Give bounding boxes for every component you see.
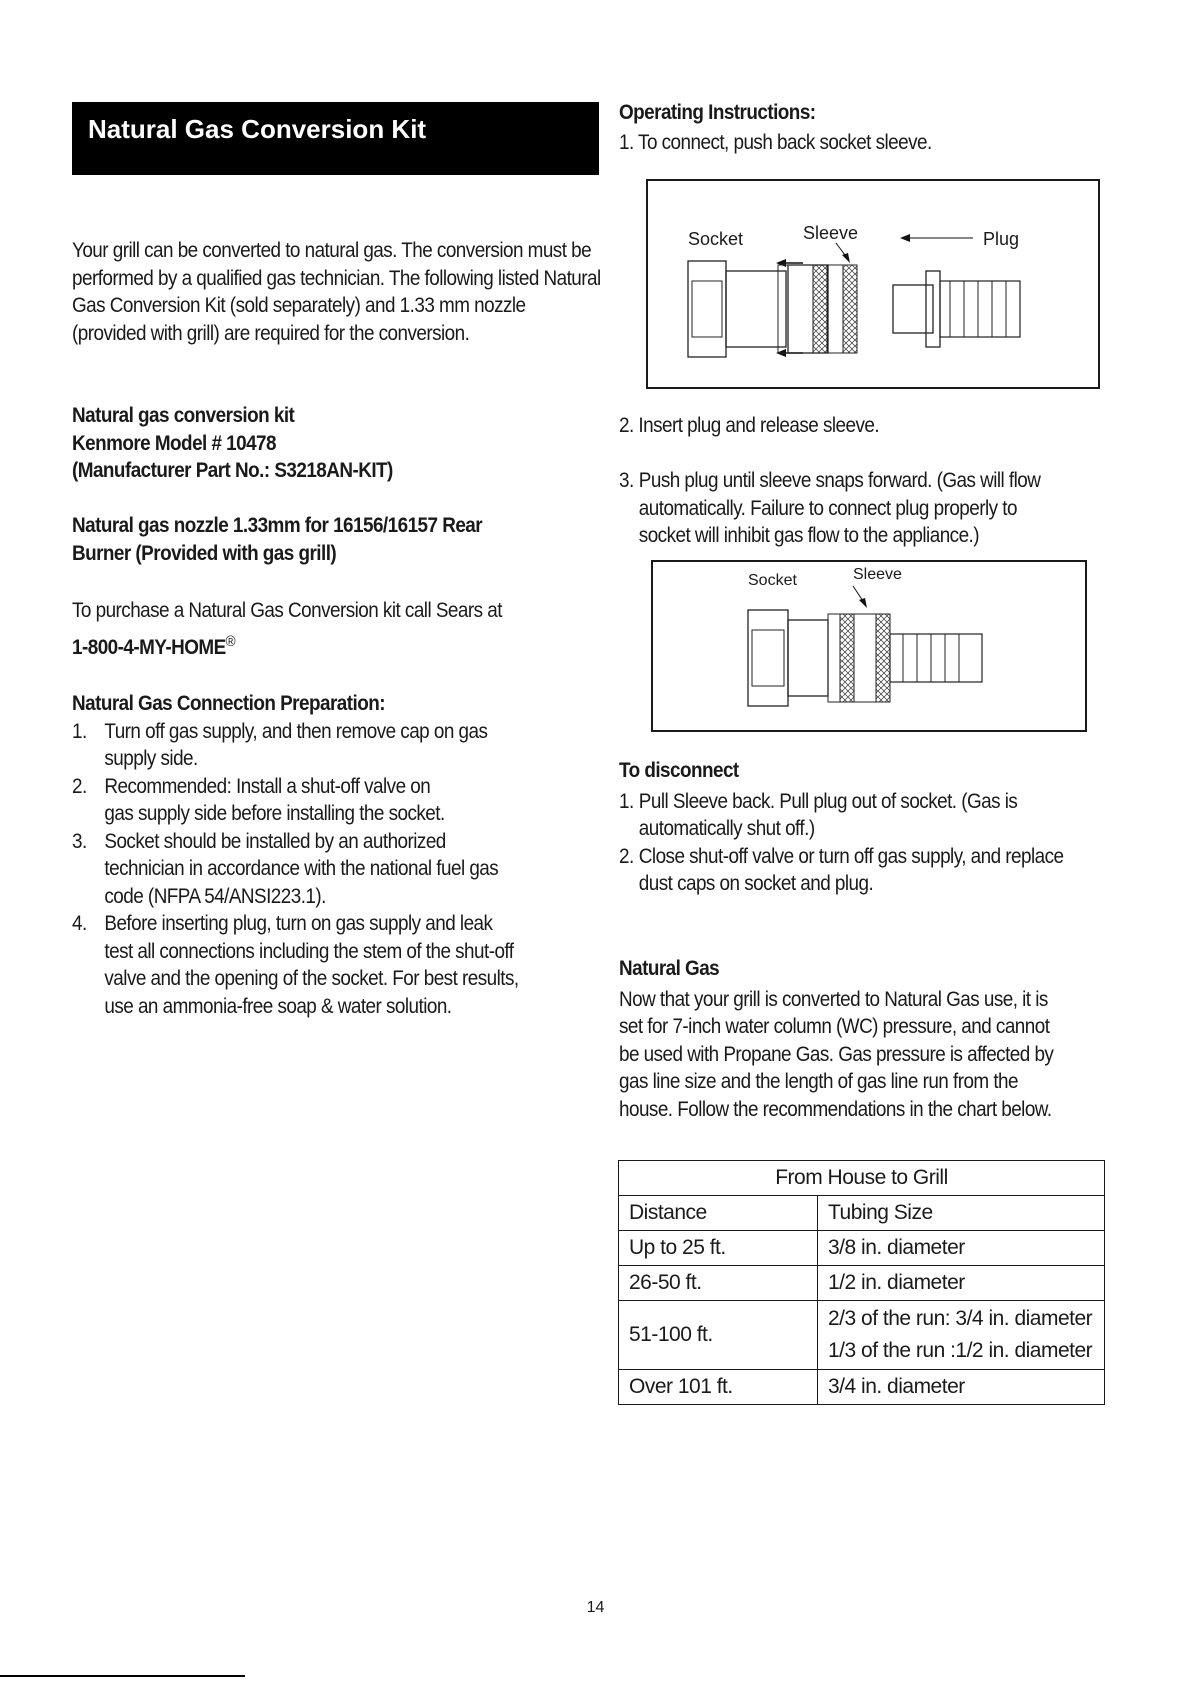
natural-gas-heading: Natural Gas: [619, 957, 720, 980]
connect-diagram: [646, 179, 1100, 389]
purchase-info: [72, 597, 576, 661]
list-item: 3. Socket should be installed by an authorized technician in accordance with the national fuel gas code (NFPA 54/ANSI223.1).: [72, 829, 499, 908]
list-item: 1. Turn off gas supply, and then remove cap on gas supply side.: [72, 719, 488, 770]
disconnect-section: [619, 757, 1087, 898]
list-item: 4. Before inserting plug, turn on gas supply and leak test all connections including the stem of the shut-off valve and the opening of the socket. For best results, use an ammonia-free soap & water solution.: [72, 912, 519, 1018]
table-title: From House to Grill: [619, 1161, 1105, 1196]
page-number: 14: [586, 1599, 605, 1616]
nozzle-line: Burner (Provided with gas grill): [72, 541, 337, 565]
coupler-drawing: [648, 181, 1098, 387]
sleeve-label: Sleeve: [853, 566, 902, 583]
socket-label: Socket: [688, 229, 744, 249]
table-row: 26-50 ft. 1/2 in. diameter: [619, 1266, 1105, 1301]
kit-part-number: (Manufacturer Part No.: S3218AN-KIT): [72, 459, 393, 482]
natural-gas-section: Natural Gas Now that your grill is converted to Natural Gas use, it is set for 7-inch water column (WC) pressure, and cannot be used with Propane Gas. Gas pressure is affected by gas line size and the length of gas line run from the house. Follow the recommendations in the chart below.: [619, 955, 1087, 1123]
nozzle-line: Natural gas nozzle 1.33mm for 16156/16157 Rear: [72, 514, 483, 537]
registered-mark: ®: [225, 632, 236, 650]
kit-line: Natural gas conversion kit: [72, 404, 295, 427]
disconnect-heading: To disconnect: [619, 759, 739, 782]
banner-title: Natural Gas Conversion Kit: [88, 114, 427, 144]
list-item: 1. Pull Sleeve back. Pull plug out of socket. (Gas is automatically shut off.): [619, 789, 1018, 840]
prep-section: [72, 690, 576, 1020]
kit-model: Kenmore Model # 10478: [72, 431, 277, 455]
intro-paragraph: Your grill can be converted to natural gas. The conversion must be performed by a qualified gas technician. The following listed Natural Gas Conversion Kit (sold separately) and 1.33 mm nozzle (provided with grill) are required for the conversion.: [72, 239, 601, 345]
connected-diagram: [651, 560, 1087, 732]
socket-label: Socket: [748, 572, 797, 589]
operating-step: 3. Push plug until sleeve snaps forward. (Gas will flow automatically. Failure to connect plug properly to socket will inhibit gas flow to the appliance.): [619, 469, 1041, 547]
list-item: 2. Recommended: Install a shut-off valve on gas supply side before installing the socket.: [72, 774, 445, 825]
operating-heading: Operating Instructions:: [619, 101, 816, 124]
phone-number: 1-800-4-MY-HOME: [72, 635, 226, 659]
operating-step: 1. To connect, push back socket sleeve.: [619, 130, 932, 154]
footer-rule: [0, 1675, 245, 1677]
table-row: 51-100 ft. 2/3 of the run: 3/4 in. diameter 1/3 of the run :1/2 in. diameter: [619, 1301, 1105, 1370]
table-row: Over 101 ft. 3/4 in. diameter: [619, 1370, 1105, 1405]
list-item: 2. Close shut-off valve or turn off gas supply, and replace dust caps on socket and plug.: [619, 844, 1064, 895]
operating-step: 2. Insert plug and release sleeve.: [619, 414, 880, 437]
phone-line: [72, 628, 576, 662]
table-row: [619, 1161, 1105, 1196]
table-header: Distance: [619, 1196, 818, 1231]
nozzle-info: [72, 512, 576, 567]
operating-section: [619, 99, 1087, 156]
table-header: Tubing Size: [818, 1196, 1105, 1231]
prep-heading: Natural Gas Connection Preparation:: [72, 692, 385, 715]
table-row: [619, 1196, 1105, 1231]
kit-info: [72, 402, 576, 485]
tubing-size-table: [618, 1160, 1105, 1405]
sleeve-label: Sleeve: [803, 223, 859, 243]
purchase-text: To purchase a Natural Gas Conversion kit call Sears at: [72, 599, 502, 622]
coupler-drawing: [653, 562, 1085, 730]
table-row: Up to 25 ft. 3/8 in. diameter: [619, 1231, 1105, 1266]
plug-label: Plug: [983, 229, 1020, 249]
section-banner: [72, 102, 599, 175]
